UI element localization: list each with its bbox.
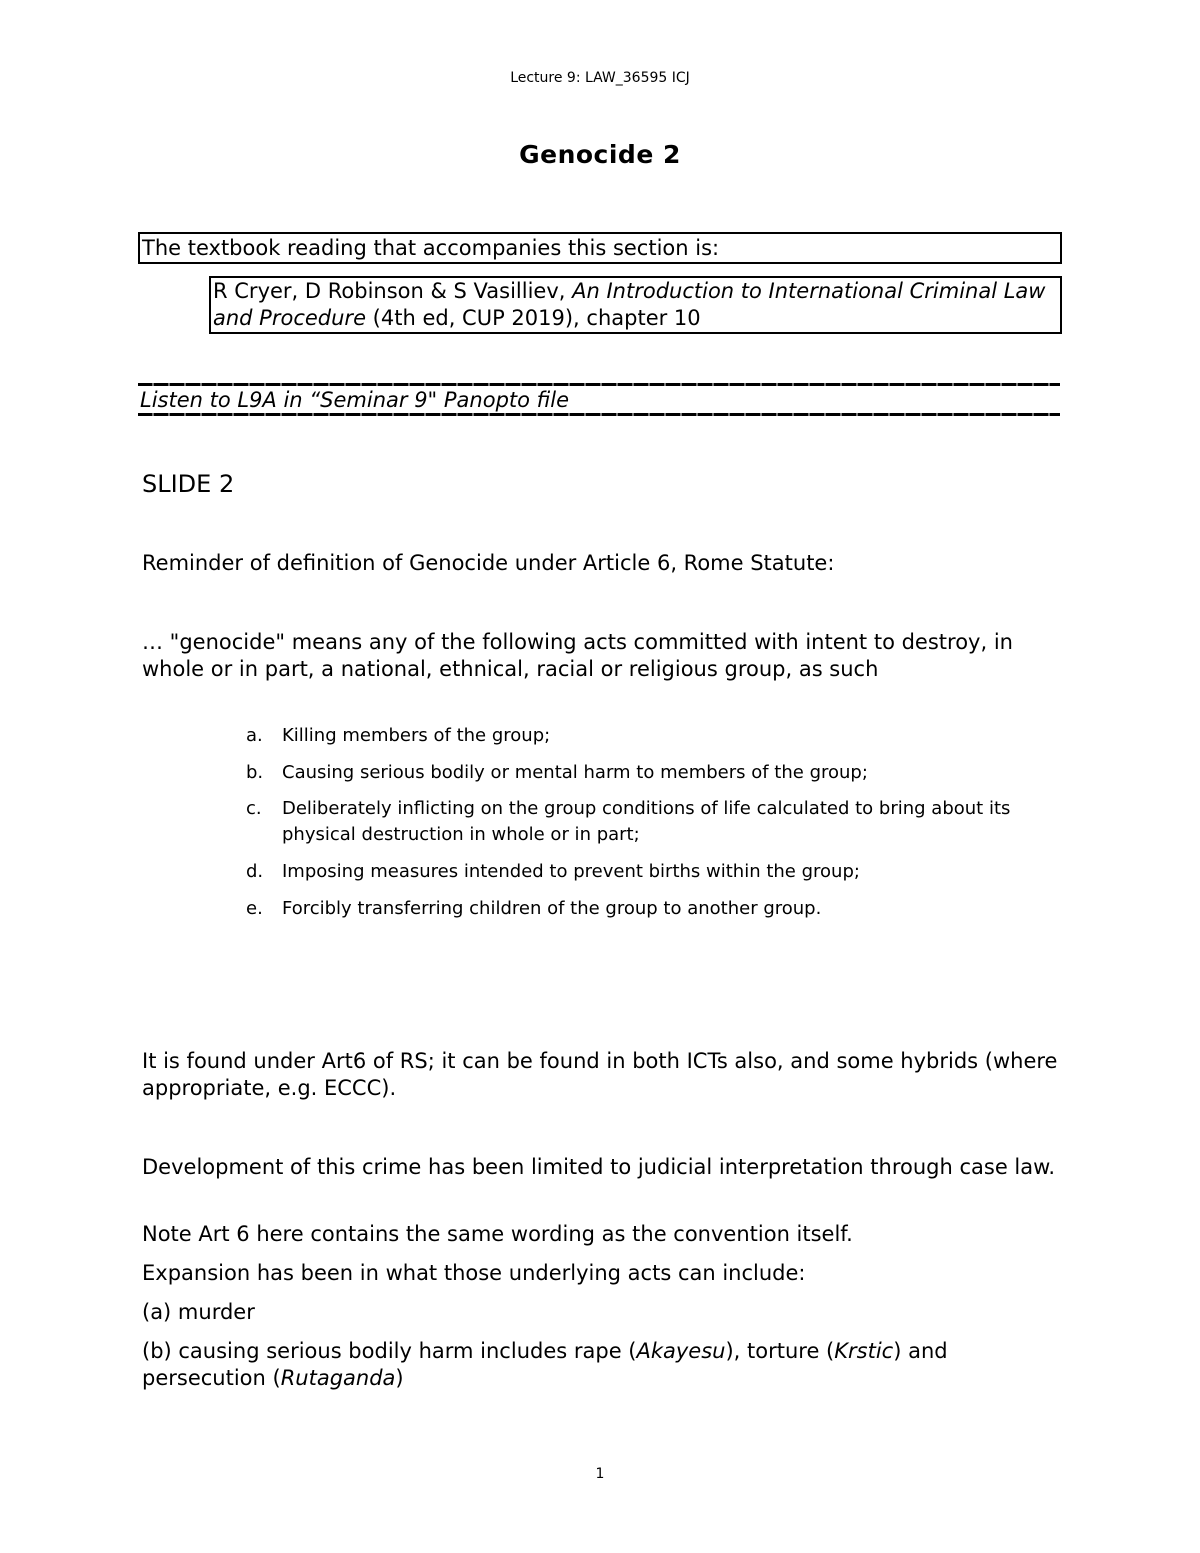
list-item — [246, 896, 1066, 922]
list-marker: a. — [246, 725, 263, 746]
point-b-text: ), torture ( — [725, 1339, 835, 1363]
reading-box: The textbook reading that accompanies this section is: — [138, 232, 1062, 264]
citation-authors: R Cryer, D Robinson & S Vasilliev, — [213, 279, 573, 303]
development-text: Development of this crime has been limited to judicial interpretation through case law. — [142, 1155, 1056, 1179]
list-text: Killing members of the group; — [282, 725, 551, 746]
list-item — [246, 723, 1066, 749]
found-under-text: It is found under Art6 of RS; it can be found in both ICTs also, and some hybrids (where appropriate, e.g. ECCC). — [142, 1049, 1058, 1100]
genocide-definition: … "genocide" means any of the following acts committed with intent to destroy, in whole or in part, a national, ethnical, racial or religious group, as such — [142, 630, 1013, 681]
case-krstic: Krstic — [834, 1339, 894, 1363]
note-text: Note Art 6 here contains the same wording as the convention itself. — [142, 1222, 853, 1246]
point-b-text: ) and persecution ( — [142, 1339, 948, 1390]
expansion-text: Expansion has been in what those underlying acts can include: — [142, 1261, 806, 1285]
list-item — [246, 859, 1066, 885]
document-title: Genocide 2 — [519, 140, 681, 169]
bottom-rule — [138, 413, 1060, 416]
citation-book-title: An Introduction to International Criminal Law and Procedure — [213, 279, 1046, 330]
point-a: (a) murder — [142, 1300, 255, 1324]
citation-box — [209, 276, 1062, 334]
list-text: Deliberately inflicting on the group conditions of life calculated to bring about its physical destruction in whole or in part; — [282, 798, 1011, 845]
list-marker: c. — [246, 798, 262, 819]
top-rule — [138, 383, 1060, 386]
point-b-text: ) — [395, 1366, 404, 1390]
list-marker: d. — [246, 861, 264, 882]
list-text: Causing serious bodily or mental harm to members of the group; — [282, 762, 868, 783]
list-text: Imposing measures intended to prevent births within the group; — [282, 861, 860, 882]
list-marker: b. — [246, 762, 264, 783]
list-text: Forcibly transferring children of the group to another group. — [282, 898, 822, 919]
case-rutaganda: Rutaganda — [280, 1366, 396, 1390]
list-item — [246, 760, 1066, 786]
page-number: 1 — [595, 1466, 605, 1482]
slide-heading: SLIDE 2 — [142, 470, 235, 498]
case-akayesu: Akayesu — [636, 1339, 726, 1363]
page-header: Lecture 9: LAW_36595 ICJ — [510, 70, 690, 86]
list-item — [246, 796, 1066, 848]
point-b — [142, 1338, 1062, 1392]
reminder-text: Reminder of definition of Genocide under Article 6, Rome Statute: — [142, 551, 835, 575]
list-marker: e. — [246, 898, 263, 919]
citation-details: (4th ed, CUP 2019), chapter 10 — [366, 306, 701, 330]
point-b-text: (b) causing serious bodily harm includes rape ( — [142, 1339, 637, 1363]
listen-instruction: Listen to L9A in “Seminar 9" Panopto file — [140, 388, 569, 412]
